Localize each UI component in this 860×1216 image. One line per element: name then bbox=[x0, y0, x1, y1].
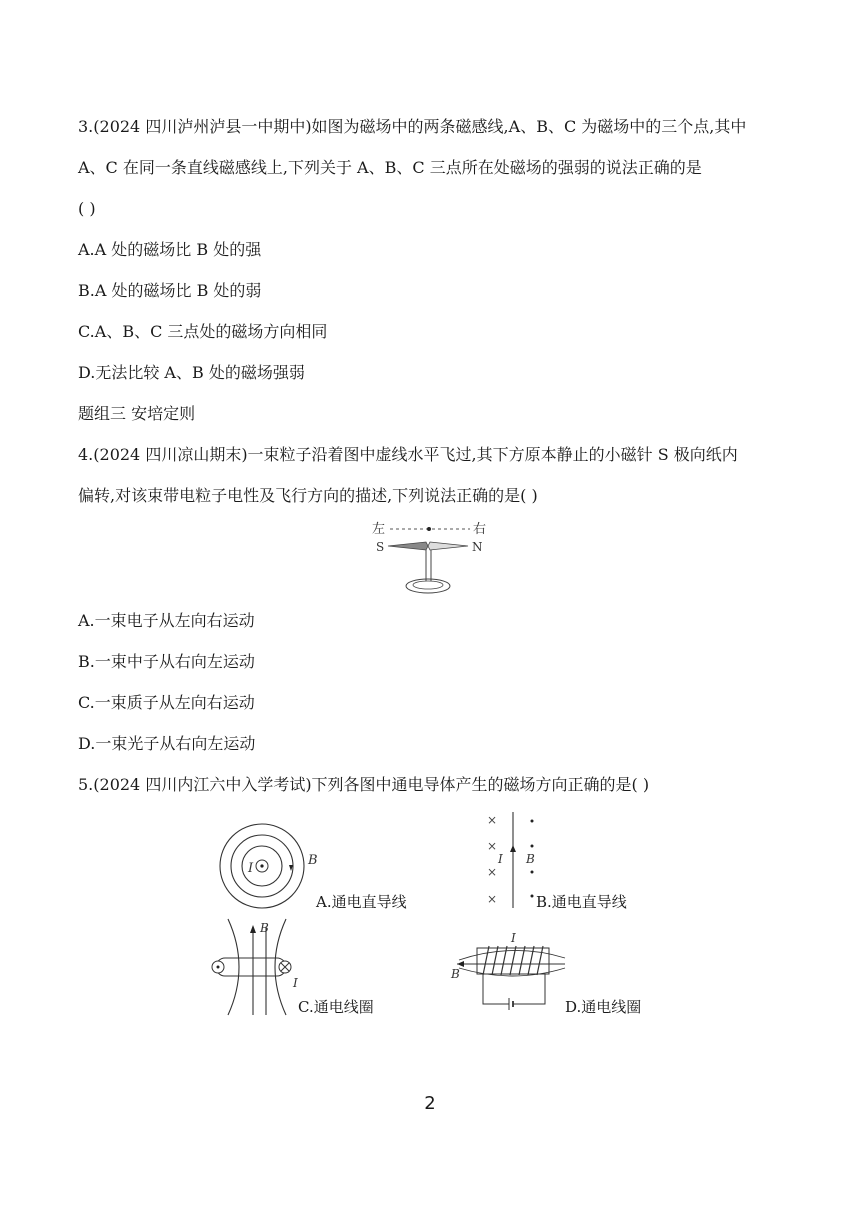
q4-line-1: 4.(2024 四川凉山期末)一束粒子沿着图中虚线水平飞过,其下方原本静止的小磁针 S 极向纸内 bbox=[78, 445, 738, 464]
fig-a-caption: A.通电直导线 bbox=[316, 893, 407, 911]
svg-text:×: × bbox=[487, 865, 498, 879]
svg-text:×: × bbox=[487, 839, 498, 853]
fig-a-current-label: I bbox=[248, 861, 254, 876]
page-number: 2 bbox=[424, 1093, 436, 1114]
q3-option-c: C.A、B、C 三点处的磁场方向相同 bbox=[78, 322, 328, 341]
fig-d-caption: D.通电线圈 bbox=[565, 998, 642, 1016]
q4-compass-figure bbox=[360, 517, 500, 599]
fig-b-current-label: I bbox=[498, 852, 503, 866]
q4-left-label: 左 bbox=[372, 522, 386, 537]
fig-c-field-label: B bbox=[260, 921, 269, 935]
q3-option-b: B.A 处的磁场比 B 处的弱 bbox=[78, 281, 262, 300]
q4-n-label: N bbox=[472, 540, 483, 554]
fig-c-current-label: I bbox=[293, 976, 298, 990]
q4-right-label: 右 bbox=[473, 522, 487, 537]
q3-option-d: D.无法比较 A、B 处的磁场强弱 bbox=[78, 363, 305, 382]
q4-s-label: S bbox=[376, 540, 385, 554]
q5-figure-a bbox=[218, 822, 328, 912]
q3-line-2: A、C 在同一条直线磁感线上,下列关于 A、B、C 三点所在处磁场的强弱的说法正确的是 bbox=[78, 158, 702, 177]
q4-option-c: C.一束质子从左向右运动 bbox=[78, 693, 255, 712]
fig-b-caption: B.通电直导线 bbox=[536, 893, 627, 911]
q4-option-a: A.一束电子从左向右运动 bbox=[78, 611, 255, 630]
q4-option-b: B.一束中子从右向左运动 bbox=[78, 652, 255, 671]
q3-option-a: A.A 处的磁场比 B 处的强 bbox=[78, 240, 262, 259]
fig-a-field-label: B bbox=[308, 853, 318, 868]
fig-d-field-label: B bbox=[451, 967, 460, 981]
q5-figure-d bbox=[447, 928, 577, 1013]
group3-heading: 题组三 安培定则 bbox=[78, 404, 196, 423]
q3-answer-blank: ( ) bbox=[78, 199, 96, 218]
fig-b-field-label: B bbox=[526, 852, 535, 866]
q4-line-2: 偏转,对该束带电粒子电性及飞行方向的描述,下列说法正确的是( ) bbox=[78, 486, 538, 505]
fig-c-caption: C.通电线圈 bbox=[298, 998, 374, 1016]
q4-option-d: D.一束光子从右向左运动 bbox=[78, 734, 256, 753]
q5-line-1: 5.(2024 四川内江六中入学考试)下列各图中通电导体产生的磁场方向正确的是( ) bbox=[78, 775, 650, 794]
q5-figure-c bbox=[198, 915, 308, 1020]
q3-line-1: 3.(2024 四川泸州泸县一中期中)如图为磁场中的两条磁感线,A、B、C 为磁场中的三个点,其中 bbox=[78, 117, 747, 136]
svg-text:×: × bbox=[487, 813, 498, 827]
svg-text:×: × bbox=[487, 892, 498, 906]
fig-d-current-label: I bbox=[511, 931, 516, 945]
